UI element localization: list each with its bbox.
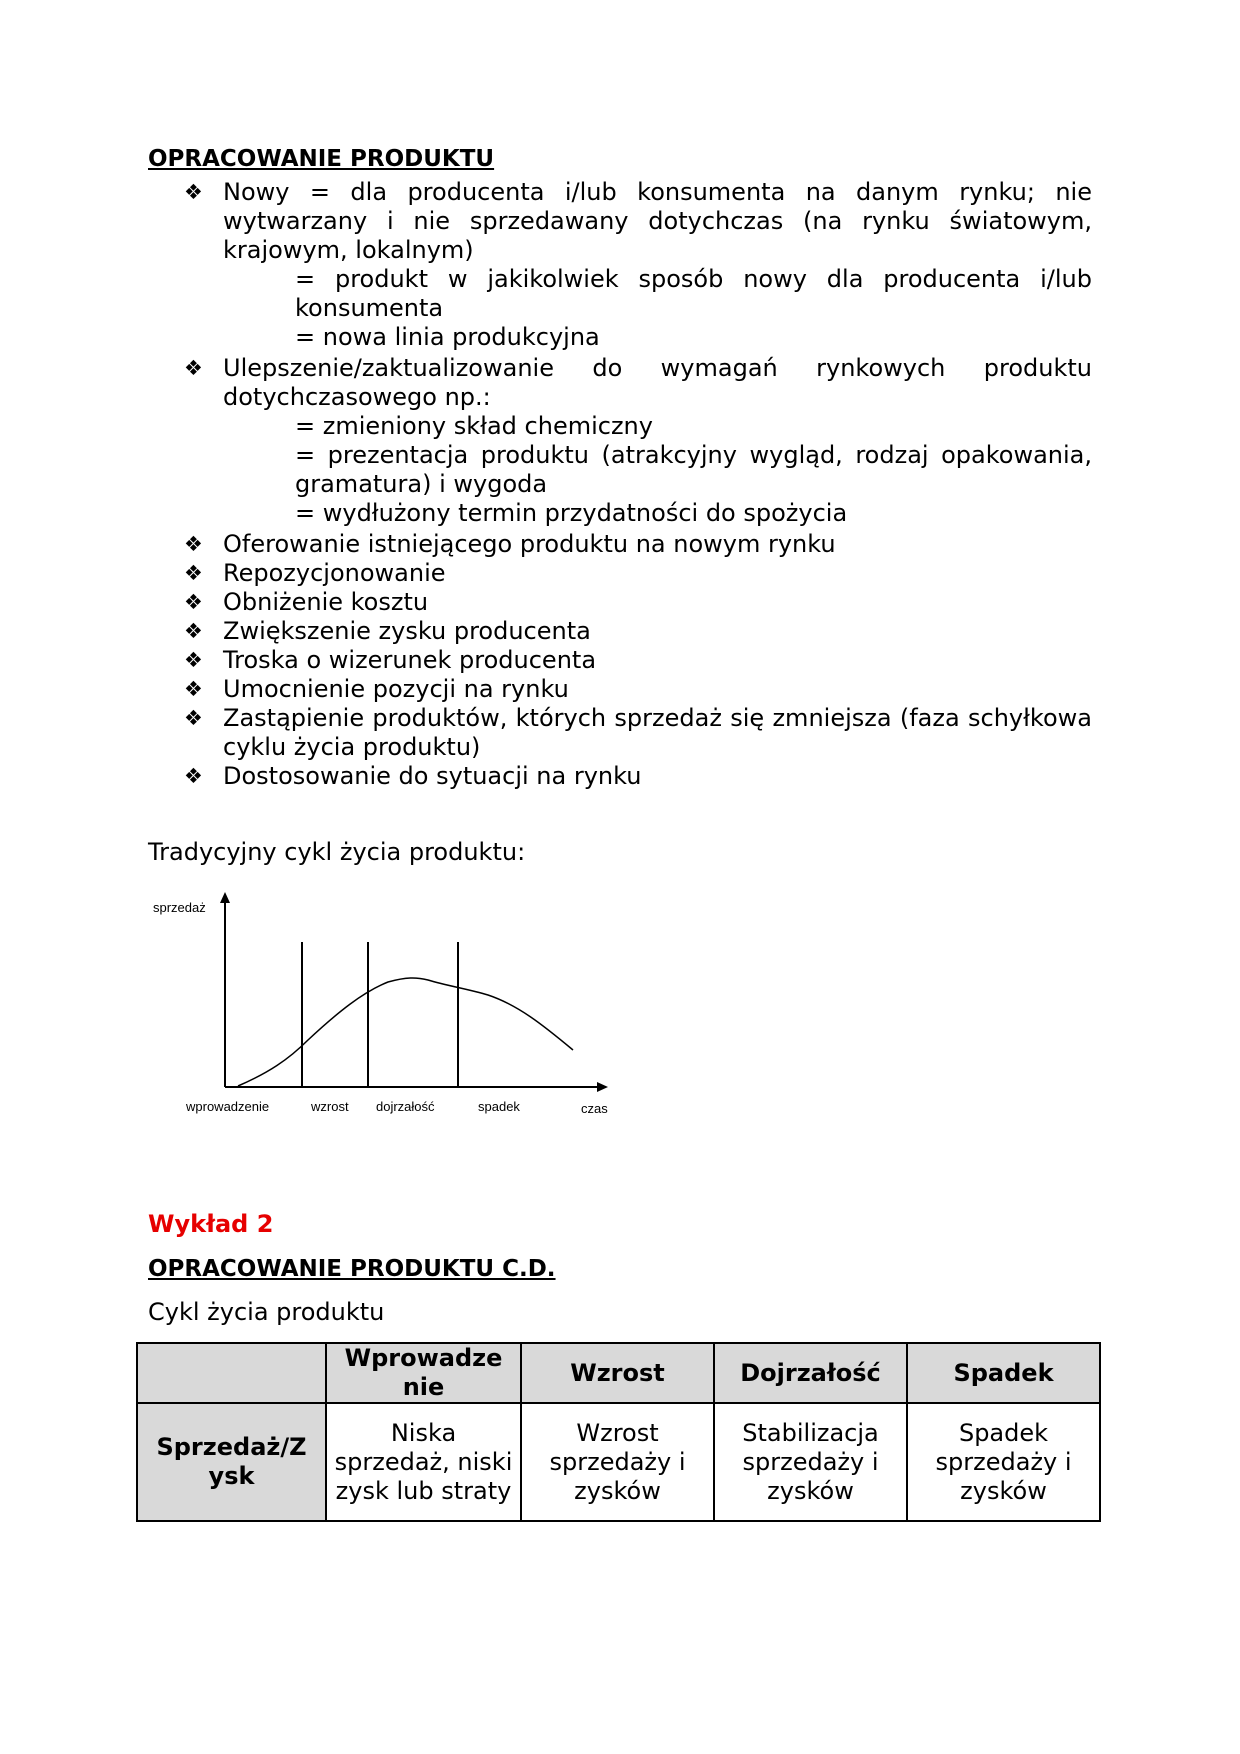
table-cell: Spadek sprzedaży i zysków	[907, 1403, 1100, 1521]
diamond-bullet-icon: ❖	[184, 619, 203, 643]
sub-item: = prezentacja produktu (atrakcyjny wygląd, rodzaj opakowania, gramatura) i wygoda	[295, 441, 1092, 498]
section-heading: OPRACOWANIE PRODUKTU	[148, 146, 495, 172]
list-item	[148, 675, 1092, 704]
diamond-bullet-icon: ❖	[184, 590, 203, 614]
x-axis-label: czas	[581, 1101, 608, 1116]
diamond-bullet-icon: ❖	[184, 561, 203, 585]
phase-label: wprowadzenie	[186, 1099, 270, 1114]
table-row-header: Sprzedaż/Z ysk	[137, 1403, 326, 1521]
table-header-cell: Spadek	[907, 1343, 1100, 1403]
table-cell: Wzrost sprzedaży i zysków	[521, 1403, 714, 1521]
diamond-bullet-icon: ❖	[184, 180, 203, 204]
sub-item: = produkt w jakikolwiek sposób nowy dla producenta i/lub konsumenta	[295, 265, 1092, 322]
list-item	[148, 704, 1092, 762]
diamond-bullet-icon: ❖	[184, 648, 203, 672]
list-item-text: Nowy = dla producenta i/lub konsumenta na danym rynku; nie wytwarzany i nie sprzedawany dotychczas (na rynku światowym, krajowym, lokalnym)	[223, 178, 1092, 264]
sub-item: = wydłużony termin przydatności do spożycia	[295, 499, 848, 527]
list-item	[148, 646, 1092, 675]
lifecycle-table	[136, 1342, 1101, 1522]
phase-label: spadek	[478, 1099, 520, 1114]
table-header-cell: Dojrzałość	[714, 1343, 907, 1403]
bullet-list	[148, 178, 1092, 791]
table-cell: Niska sprzedaż, niski zysk lub straty	[326, 1403, 521, 1521]
diamond-bullet-icon: ❖	[184, 764, 203, 788]
diamond-bullet-icon: ❖	[184, 706, 203, 730]
diamond-bullet-icon: ❖	[184, 356, 203, 380]
sub-item: = nowa linia produkcyjna	[295, 323, 600, 351]
y-axis-arrow-icon	[220, 892, 230, 903]
table-corner-cell	[137, 1343, 326, 1403]
table-row	[137, 1403, 1100, 1521]
x-axis-arrow-icon	[597, 1082, 608, 1092]
list-item	[148, 178, 1092, 352]
sales-curve	[238, 978, 573, 1086]
list-item-text: Oferowanie istniejącego produktu na nowym rynku	[223, 530, 836, 558]
list-item	[148, 559, 1092, 588]
list-item-text: Zastąpienie produktów, których sprzedaż się zmniejsza (faza schyłkowa cyklu życia produktu)	[223, 704, 1092, 761]
list-item	[148, 354, 1092, 528]
table-cell: Stabilizacja sprzedaży i zysków	[714, 1403, 907, 1521]
diagram-caption: Tradycyjny cykl życia produktu:	[148, 838, 526, 866]
diamond-bullet-icon: ❖	[184, 677, 203, 701]
table-header-cell: Wprowadze nie	[326, 1343, 521, 1403]
list-item	[148, 617, 1092, 646]
list-item-text: Ulepszenie/zaktualizowanie do wymagań rynkowych produktu dotychczasowego np.:	[223, 354, 1092, 411]
list-item-text: Repozycjonowanie	[223, 559, 446, 587]
list-item-text: Zwiększenie zysku producenta	[223, 617, 591, 645]
phase-label: dojrzałość	[376, 1099, 435, 1114]
list-item	[148, 762, 1092, 791]
list-item-text: Troska o wizerunek producenta	[223, 646, 597, 674]
list-item	[148, 530, 1092, 559]
list-item-text: Obniżenie kosztu	[223, 588, 429, 616]
list-item-text: Umocnienie pozycji na rynku	[223, 675, 569, 703]
section-heading: OPRACOWANIE PRODUKTU C.D.	[148, 1256, 556, 1282]
lecture-title: Wykład 2	[148, 1210, 274, 1238]
table-header-row	[137, 1343, 1100, 1403]
list-item	[148, 588, 1092, 617]
lifecycle-diagram	[148, 885, 628, 1125]
y-axis-label: sprzedaż	[153, 900, 206, 915]
table-caption: Cykl życia produktu	[148, 1298, 385, 1326]
phase-label: wzrost	[311, 1099, 349, 1114]
list-item-text: Dostosowanie do sytuacji na rynku	[223, 762, 642, 790]
diamond-bullet-icon: ❖	[184, 532, 203, 556]
sub-item: = zmieniony skład chemiczny	[295, 412, 653, 440]
table-header-cell: Wzrost	[521, 1343, 714, 1403]
